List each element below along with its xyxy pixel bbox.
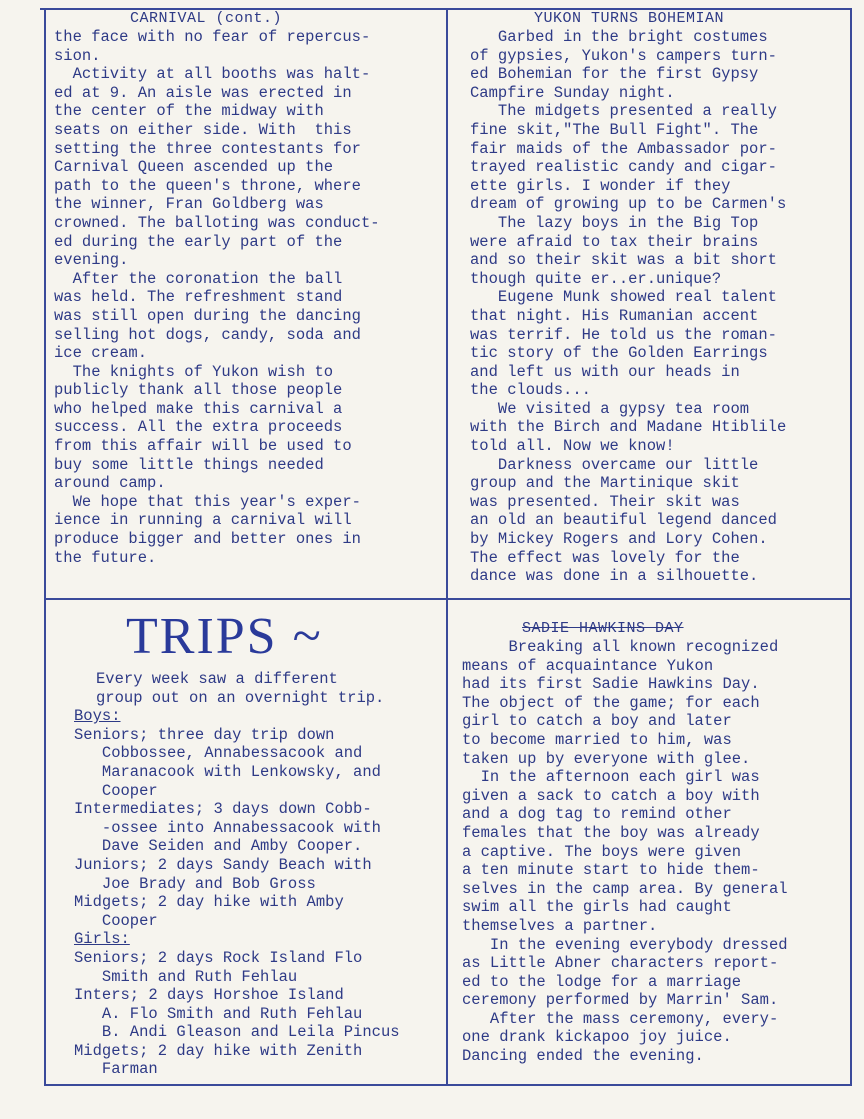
yukon-text-line: The midgets presented a really	[470, 102, 777, 121]
girls-trip-line: Smith and Ruth Fehlau	[74, 967, 298, 986]
yukon-text-line: was terrif. He told us the roman-	[470, 325, 777, 344]
sadie-text-line: swim all the girls had caught	[462, 898, 732, 917]
girls-trip-line: Inters; 2 days Horshoe Island	[74, 986, 344, 1005]
sadie-text-line: taken up by everyone with glee.	[462, 749, 751, 768]
boys-trip-line: Cooper	[74, 911, 158, 930]
sadie-text-line: ed to the lodge for a marriage	[462, 972, 742, 991]
yukon-text-line: ette girls. I wonder if they	[470, 176, 731, 195]
yukon-text-line: and left us with our heads in	[470, 362, 740, 381]
yukon-text-line: dream of growing up to be Carmen's	[470, 195, 787, 214]
carnival-text-line: the winner, Fran Goldberg was	[54, 195, 324, 214]
sadie-body	[462, 638, 848, 1066]
yukon-text-line: tic story of the Golden Earrings	[470, 344, 768, 363]
carnival-text-line: the center of the midway with	[54, 102, 324, 121]
carnival-text-line: buy some little things needed	[54, 455, 324, 474]
carnival-text-line: After the coronation the ball	[54, 269, 343, 288]
carnival-text-line: ience in running a carnival will	[54, 511, 352, 530]
trips-intro-text-line: group out on an overnight trip.	[96, 688, 385, 707]
trips-title: TRIPS ~	[126, 608, 323, 665]
sadie-hawkins-article	[462, 620, 848, 1066]
boys-trip-line: Seniors; three day trip down	[74, 725, 335, 744]
sadie-text-line: Dancing ended the evening.	[462, 1047, 704, 1066]
yukon-heading: YUKON TURNS BOHEMIAN	[534, 10, 725, 27]
yukon-text-line: fine skit,"The Bull Fight". The	[470, 120, 759, 139]
girls-trip-line: Seniors; 2 days Rock Island Flo	[74, 948, 363, 967]
sadie-heading: SADIE HAWKINS DAY	[522, 620, 684, 637]
sadie-text-line: one drank kickapoo joy juice.	[462, 1028, 732, 1047]
boys-trip-line: Cooper	[74, 781, 158, 800]
carnival-text-line: success. All the extra proceeds	[54, 418, 343, 437]
sadie-text-line: had its first Sadie Hawkins Day.	[462, 675, 760, 694]
girls-trip-line: Midgets; 2 day hike with Zenith	[74, 1041, 363, 1060]
yukon-text-line: Eugene Munk showed real talent	[470, 288, 777, 307]
carnival-text-line: produce bigger and better ones in	[54, 530, 361, 549]
carnival-text-line: who helped make this carnival a	[54, 399, 343, 418]
yukon-body	[470, 28, 848, 586]
sadie-text-line: and a dog tag to remind other	[462, 805, 732, 824]
trips-intro	[74, 670, 444, 707]
boys-trip-line: Joe Brady and Bob Gross	[74, 874, 316, 893]
sadie-text-line: means of acquaintance Yukon	[462, 656, 714, 675]
yukon-text-line: though quite er..er.unique?	[470, 269, 722, 288]
boys-trip-line: Cobbossee, Annabessacook and	[74, 744, 363, 763]
yukon-article	[470, 10, 848, 586]
boys-label: Boys:	[74, 707, 121, 726]
sadie-text-line: girl to catch a boy and later	[462, 712, 732, 731]
girls-trip-list	[74, 949, 444, 1079]
yukon-text-line: group and the Martinique skit	[470, 474, 740, 493]
carnival-heading: CARNIVAL (cont.)	[130, 10, 283, 27]
carnival-text-line: ed at 9. An aisle was erected in	[54, 83, 352, 102]
girls-trip-line: B. Andi Gleason and Leila Pincus	[74, 1023, 400, 1042]
sadie-text-line: a ten minute start to hide them-	[462, 861, 760, 880]
sadie-text-line: selves in the camp area. By general	[462, 879, 788, 898]
sadie-text-line: In the afternoon each girl was	[462, 768, 760, 787]
carnival-text-line: was still open during the dancing	[54, 306, 361, 325]
carnival-text-line: Carnival Queen ascended up the	[54, 158, 334, 177]
boys-trip-line: Dave Seiden and Amby Cooper.	[74, 837, 363, 856]
carnival-text-line: ed during the early part of the	[54, 232, 343, 251]
yukon-text-line: trayed realistic candy and cigar-	[470, 158, 777, 177]
sadie-text-line: as Little Abner characters report-	[462, 954, 779, 973]
carnival-text-line: ice cream.	[54, 344, 148, 363]
yukon-text-line: of gypsies, Yukon's campers turn-	[470, 46, 777, 65]
right-border	[850, 8, 852, 1086]
yukon-text-line: were afraid to tax their brains	[470, 232, 759, 251]
carnival-text-line: path to the queen's throne, where	[54, 176, 361, 195]
yukon-text-line: fair maids of the Ambassador por-	[470, 139, 777, 158]
sadie-text-line: After the mass ceremony, every-	[462, 1009, 779, 1028]
yukon-text-line: Campfire Sunday night.	[470, 83, 675, 102]
trips-article	[74, 610, 444, 1079]
yukon-text-line: The effect was lovely for the	[470, 548, 740, 567]
carnival-text-line: the future.	[54, 548, 157, 567]
sadie-text-line: to become married to him, was	[462, 730, 732, 749]
carnival-text-line: crowned. The balloting was conduct-	[54, 213, 380, 232]
sadie-text-line: given a sack to catch a boy with	[462, 786, 760, 805]
sadie-text-line: ceremony performed by Marrin' Sam.	[462, 991, 779, 1010]
middle-divider	[44, 598, 852, 600]
yukon-text-line: the clouds...	[470, 381, 591, 400]
yukon-text-line: Darkness overcame our little	[470, 455, 759, 474]
center-divider	[446, 8, 448, 1086]
sadie-text-line: Breaking all known recognized	[462, 638, 779, 656]
yukon-text-line: by Mickey Rogers and Lory Cohen.	[470, 530, 768, 549]
carnival-body	[54, 28, 442, 567]
carnival-text-line: the face with no fear of repercus-	[54, 28, 371, 46]
yukon-text-line: with the Birch and Madane Htiblile	[470, 418, 787, 437]
sadie-text-line: a captive. The boys were given	[462, 842, 742, 861]
boys-trip-line: Maranacook with Lenkowsky, and	[74, 762, 381, 781]
boys-trip-line: -ossee into Annabessacook with	[74, 818, 381, 837]
sadie-text-line: The object of the game; for each	[462, 693, 760, 712]
carnival-text-line: selling hot dogs, candy, soda and	[54, 325, 361, 344]
yukon-text-line: an old an beautiful legend danced	[470, 511, 777, 530]
yukon-text-line: was presented. Their skit was	[470, 492, 740, 511]
girls-trip-line: A. Flo Smith and Ruth Fehlau	[74, 1004, 363, 1023]
yukon-text-line: Garbed in the bright costumes	[470, 28, 768, 46]
yukon-text-line: and so their skit was a bit short	[470, 251, 777, 270]
carnival-text-line: setting the three contestants for	[54, 139, 361, 158]
left-border	[44, 8, 46, 1086]
carnival-text-line: from this affair will be used to	[54, 437, 352, 456]
boys-trip-line: Midgets; 2 day hike with Amby	[74, 893, 344, 912]
girls-trip-line: Farman	[74, 1060, 158, 1079]
boys-trip-list	[74, 726, 444, 931]
carnival-article	[54, 10, 442, 567]
boys-trip-line: Intermediates; 3 days down Cobb-	[74, 800, 372, 819]
carnival-text-line: The knights of Yukon wish to	[54, 362, 334, 381]
carnival-text-line: seats on either side. With this	[54, 120, 352, 139]
girls-label: Girls:	[74, 930, 130, 949]
yukon-text-line: that night. His Rumanian accent	[470, 306, 759, 325]
yukon-text-line: dance was done in a silhouette.	[470, 567, 759, 586]
sadie-text-line: themselves a partner.	[462, 916, 658, 935]
yukon-text-line: The lazy boys in the Big Top	[470, 213, 759, 232]
carnival-text-line: publicly thank all those people	[54, 381, 343, 400]
carnival-text-line: Activity at all booths was halt-	[54, 65, 371, 84]
yukon-text-line: told all. Now we know!	[470, 437, 675, 456]
carnival-text-line: evening.	[54, 251, 129, 270]
sadie-text-line: females that the boy was already	[462, 823, 760, 842]
carnival-text-line: around camp.	[54, 474, 166, 493]
carnival-text-line: was held. The refreshment stand	[54, 288, 343, 307]
boys-trip-line: Juniors; 2 days Sandy Beach with	[74, 855, 372, 874]
yukon-text-line: ed Bohemian for the first Gypsy	[470, 65, 759, 84]
carnival-text-line: sion.	[54, 46, 101, 65]
yukon-text-line: We visited a gypsy tea room	[470, 399, 750, 418]
sadie-text-line: In the evening everybody dressed	[462, 935, 788, 954]
bottom-border	[44, 1084, 852, 1086]
carnival-text-line: We hope that this year's exper-	[54, 492, 361, 511]
trips-intro-text-line: Every week saw a different	[96, 670, 338, 688]
